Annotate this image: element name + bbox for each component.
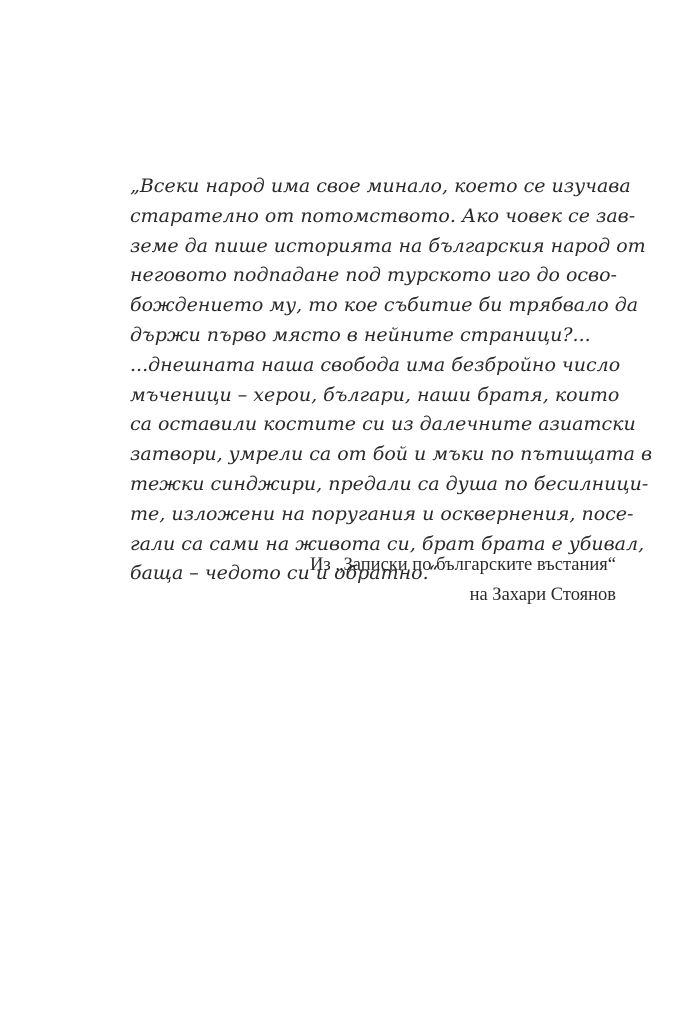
quote-line: ...днешната наша свобода има безбройно число [130, 353, 621, 376]
epigraph-quote [130, 172, 653, 589]
quote-line: мъченици – херои, българи, наши братя, които [130, 383, 620, 406]
quote-line: „Всеки народ има свое минало, което се изучава [130, 175, 631, 197]
quote-line: тежки синджири, предали са душа по бесилници- [130, 472, 649, 495]
quote-line: земе да пише историята на българския народ от [130, 234, 646, 257]
attribution-source: Из „Записки по българските въстания“ [310, 555, 616, 575]
quote-line: затвори, умрели са от бой и мъки по пътищата в [130, 443, 653, 466]
quote-line: баща – чедото си и обратно.“ [130, 562, 439, 585]
quote-line: неговото подпадане под турското иго до осво- [130, 264, 617, 287]
quote-line: държи първо място в нейните страници?... [130, 323, 591, 346]
quote-line: гали са сами на живота си, брат брата е убивал, [130, 532, 645, 555]
attribution-author: на Захари Стоянов [469, 584, 616, 605]
quote-line: те, изложени на поругания и осквернения, посе- [130, 502, 634, 525]
quote-attribution [310, 551, 616, 610]
quote-line: са оставили костите си из далечните азиатски [130, 413, 636, 436]
quote-line: бождението му, то кое събитие би трябвало да [130, 294, 639, 317]
quote-line: старателно от потомството. Ако човек се зав- [130, 204, 636, 227]
